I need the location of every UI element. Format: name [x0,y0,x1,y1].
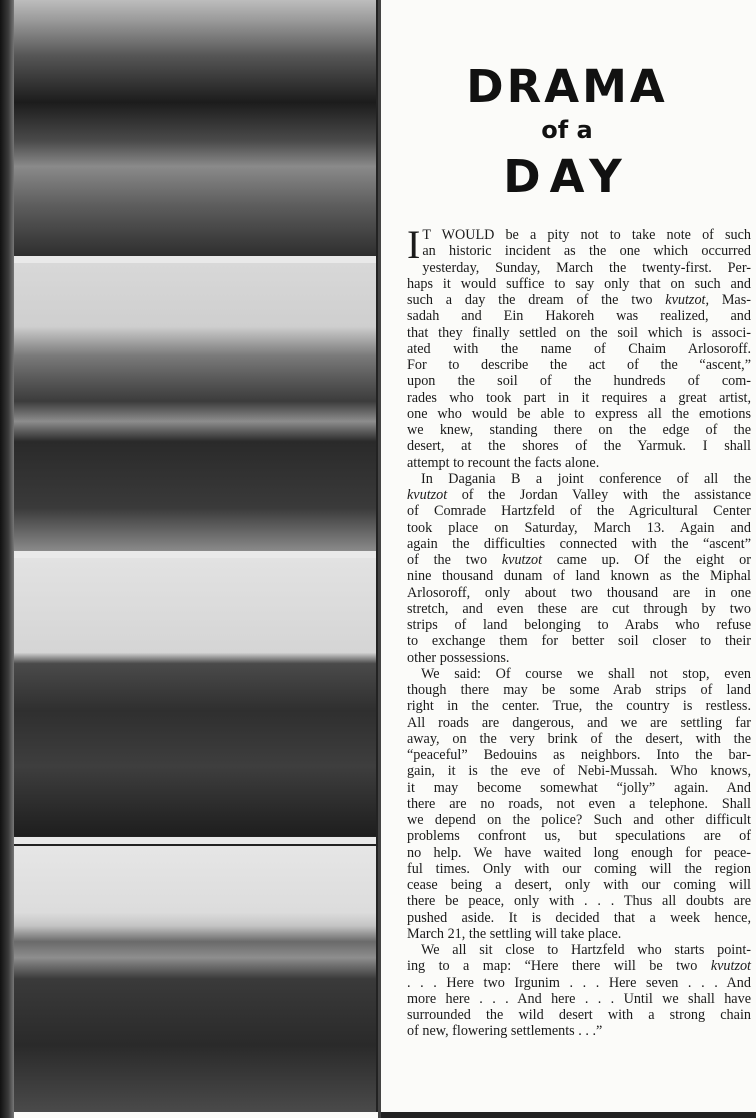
text-line: T WOULD be a pity not to take note of such [422,227,751,243]
text-line: haps it would suffice to say only that on such and [407,275,751,292]
text-line: . . . Here two Irgunim . . . Here seven . . . And [407,974,751,991]
headline-day: DAY [503,150,631,203]
text-line: Arlosoroff, only about two thousand are in one [407,584,751,601]
text-line: We all sit close to Hartzfeld who starts point- [421,942,751,958]
text-line: no help. We have waited long enough for peace- [407,844,751,861]
text-line: gain, it is the eve of Nebi-Mussah. Who knows, [407,763,751,780]
article-body [407,222,751,1040]
text-line: kvutzot of the Jordan Valley with the assistance [407,487,751,503]
text-line: “peaceful” Bedouins as neighbors. Into the bar- [407,747,751,763]
text-line: of Comrade Hartzfeld of the Agricultural Center [407,503,751,520]
text-line: sadah and Ein Hakoreh was realized, and [407,308,751,325]
drop-cap: I [407,222,421,267]
photo-settlers-walking [14,558,376,836]
text-line: nine thousand dunam of land known as the Miphal [407,568,751,585]
text-line: of new, flowering settlements . . .” [407,1023,603,1040]
text-line: attempt to recount the facts alone. [407,454,600,471]
text-line: problems confront us, but speculations are of [407,828,751,845]
page-bottom-edge [381,1112,756,1118]
text-line: there are no roads, not even a telephone. Shall [407,795,751,812]
text-line: All roads are dangerous, and we are settling far [407,714,751,731]
article-paragraph [407,471,751,666]
text-line: stretch, and even these are cut through by two [407,600,751,617]
text-line: we knew, standing there on the edge of the [407,422,751,438]
text-line: strips of land belonging to Arabs who refuse [407,617,751,633]
text-line: right in the center. True, the country is restless. [407,698,751,715]
text-line: other possessions. [407,649,510,666]
photo-separator [14,551,376,558]
text-line: In Dagania B a joint conference of all the [421,470,751,487]
text-line: an historic incident as the one which occurred [422,243,751,260]
text-line: there be peace, only with . . . Thus all doubts are [407,893,751,910]
photo-workers-with-lumber [14,846,376,1112]
photo-column [14,0,378,1112]
text-line: that they finally settled on the soil which is associ- [407,324,751,341]
photo-construction-site [14,0,376,256]
text-line: again the difficulties connected with the “ascent” [407,535,751,552]
text-line: We said: Of course we shall not stop, even [421,665,751,682]
text-line: rades who took part in it requires a great artist, [407,389,751,406]
text-line: ing to a map: “Here there will be two kvutzot [407,958,751,975]
text-line: such a day the dream of the two kvutzot, Mas- [407,292,751,308]
text-line: ful times. Only with our coming will the region [407,860,751,877]
text-line: pushed aside. It is decided that a week hence, [407,909,751,926]
article-paragraph [407,222,751,471]
photo-separator [14,256,376,263]
text-line: to exchange them for better soil closer to their [407,633,751,650]
text-line: it may become somewhat “jolly” again. And [407,779,751,796]
text-line: desert, at the shores of the Yarmuk. I shall [407,438,751,455]
text-line: upon the soil of the hundreds of com- [407,373,751,390]
text-line: ated with the name of Chaim Arlosoroff. [407,340,751,357]
text-line: away, on the very brink of the desert, with the [407,730,751,747]
text-line: though there may be some Arab strips of land [407,682,751,698]
text-line: yesterday, Sunday, March the twenty-first. Per- [422,259,751,276]
text-line: took place on Saturday, March 13. Again and [407,519,751,536]
article-paragraph [407,666,751,942]
text-line: more here . . . And here . . . Until we shall have [407,990,751,1007]
text-line: cease being a desert, only with our coming will [407,877,751,893]
photo-valley-landscape [14,263,376,551]
text-line: surrounded the wild desert with a strong chain [407,1007,751,1023]
headline-drama: DRAMA [466,60,668,113]
page-binding-edge [0,0,14,1118]
text-line: March 21, the settling will take place. [407,925,622,942]
headline-of-a: of a [541,116,593,144]
text-line: For to describe the act of the “ascent,” [407,357,751,373]
article-paragraph [407,942,751,1040]
text-line: we depend on the police? Such and other difficult [407,812,751,828]
text-line: one who would be able to express all the emotions [407,405,751,422]
photo-separator [14,837,376,844]
text-line: of the two kvutzot came up. Of the eight or [407,552,751,568]
column-divider [378,0,381,1118]
